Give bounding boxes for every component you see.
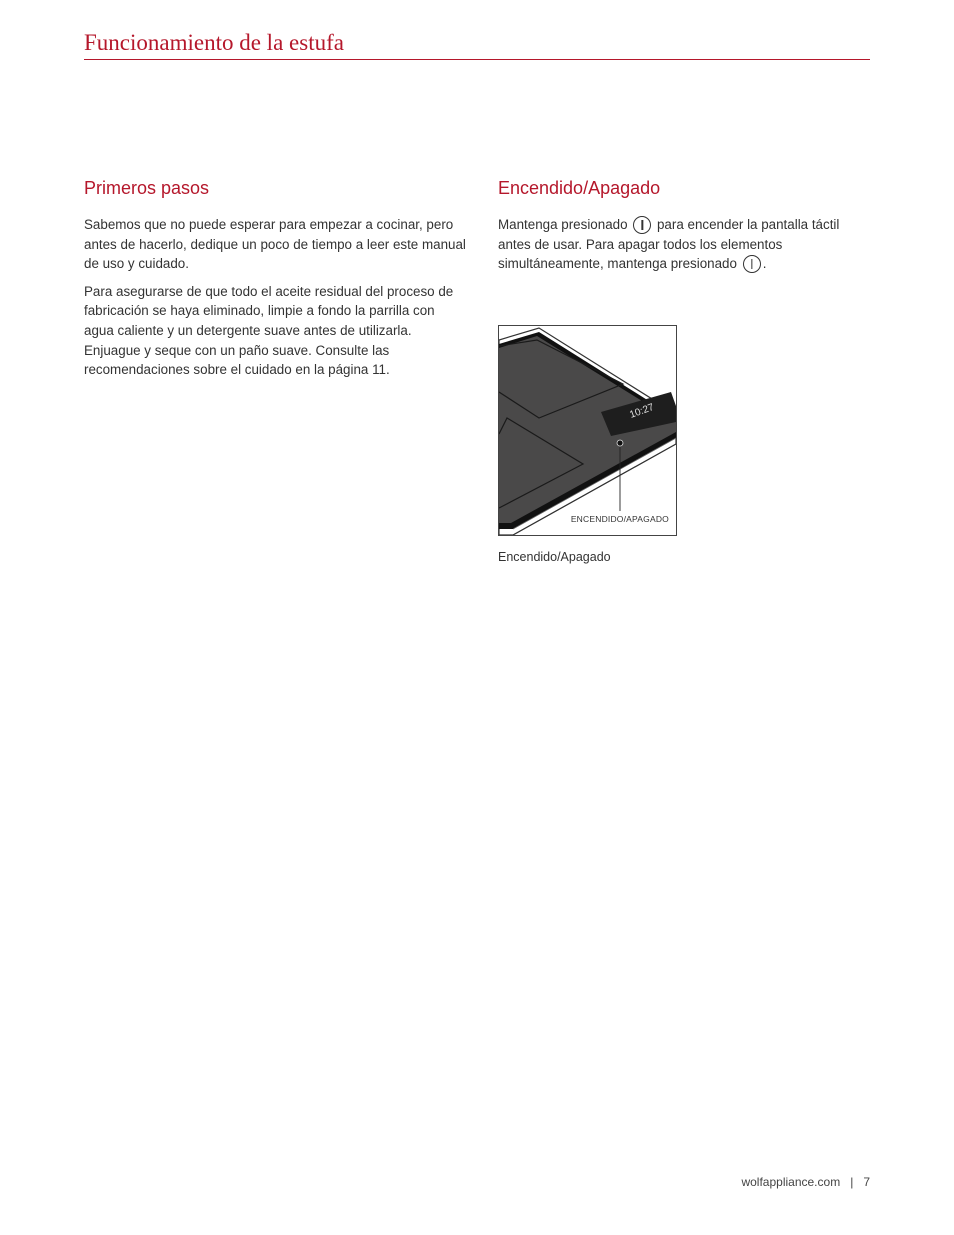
paragraph-power [498,215,870,274]
cooktop-illustration [498,325,677,536]
callout-label: ENCENDIDO/APAGADO [570,514,669,524]
display-time: 10:27 [628,401,656,421]
right-column [498,178,870,282]
section-heading-encendido-apagado: Encendido/Apagado [498,178,661,198]
footer-separator: | [850,1175,854,1189]
paragraph: Para asegurarse de que todo el aceite residual del proceso de fabricación se haya eliminado, limpie a fondo la parrilla con agua caliente y un detergente suave antes de utilizarla. Enjuague y seque con un paño suave. Consulte las recomendaciones sobre el cuidado en la página 11. [84,283,454,378]
left-column [84,178,466,388]
footer [741,1175,870,1189]
cooktop-drawing [499,326,676,535]
title-rule [84,59,870,60]
paragraph-text: para encender la pantalla táctil antes de usar. Para apagar todos los elementos simultáneamente, mantenga presionado [498,217,840,272]
paragraph-text: . [762,256,767,272]
footer-site: wolfappliance.com [741,1175,841,1189]
section-heading-primeros-pasos: Primeros pasos [84,178,210,198]
figure-caption: Encendido/Apagado [498,550,611,564]
paragraph: Sabemos que no puede esperar para empezar a cocinar, pero antes de hacerlo, dedique un poco de tiempo a leer este manual de uso y cuidado. [84,217,466,272]
power-icon [743,255,761,273]
page-number: 7 [863,1175,870,1189]
paragraph-text: Mantenga presionado [498,217,632,232]
page-title: Funcionamiento de la estufa [84,30,344,55]
power-icon [633,216,651,234]
